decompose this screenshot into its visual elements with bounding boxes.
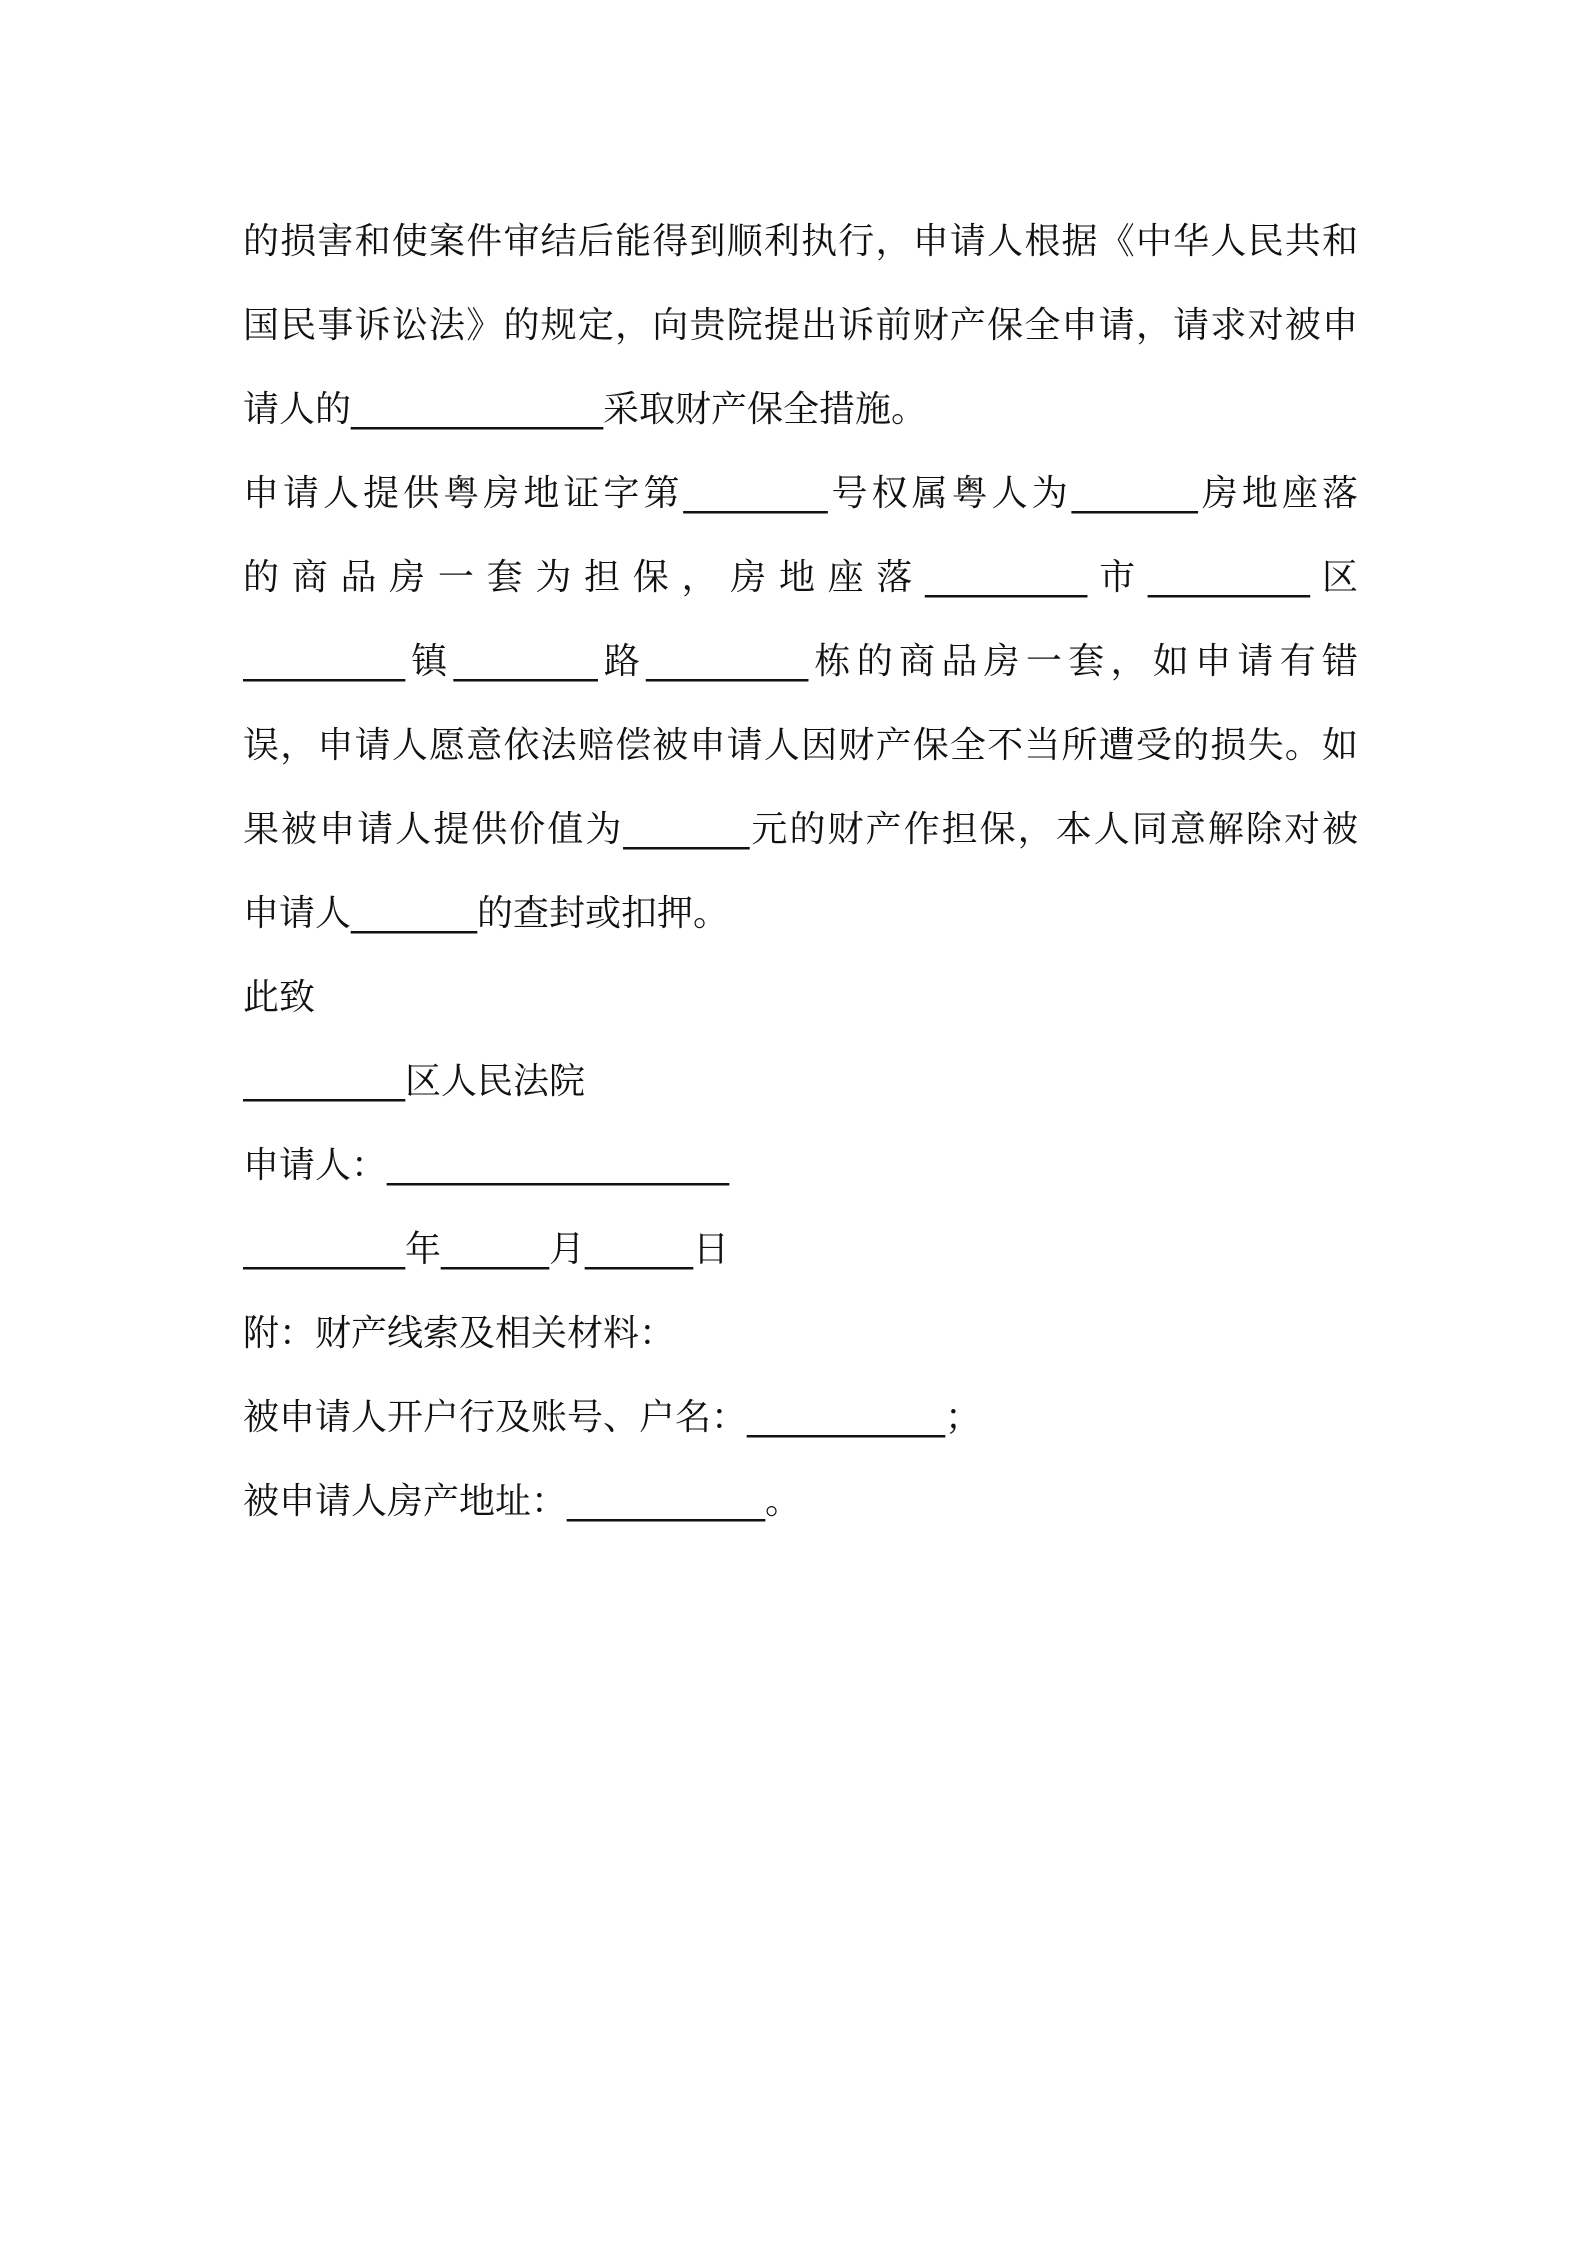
court-name: _________区人民法院 [243, 1061, 586, 1102]
paragraph-line-9: 申请人_______的查封或扣押。 [243, 893, 730, 934]
paragraph-line-5: 的 商 品 房 一 套 为 担 保 ， 房 地 座 落 _________ 市 _________ 区 [243, 557, 1358, 598]
document-body [243, 200, 1358, 1544]
paragraph-line-2: 国民事诉讼法》的规定，向贵院提出诉前财产保全申请，请求对被申 [243, 305, 1358, 346]
salutation: 此致 [243, 977, 316, 1018]
date-line: _________年______月______日 [243, 1229, 729, 1270]
paragraph-line-3: 请人的______________采取财产保全措施。 [243, 389, 928, 430]
paragraph-line-8: 果被申请人提供价值为_______元的财产作担保，本人同意解除对被 [243, 809, 1358, 850]
paragraph-line-1: 的损害和使案件审结后能得到顺利执行，申请人根据《中华人民共和 [243, 221, 1358, 262]
property-address-line: 被申请人房产地址：___________。 [243, 1481, 802, 1522]
bank-account-line: 被申请人开户行及账号、户名：___________； [243, 1397, 982, 1438]
attachment-heading: 附：财产线索及相关材料： [243, 1313, 676, 1354]
applicant-signature: 申请人：___________________ [243, 1145, 730, 1186]
paragraph-line-6: _________镇________路_________栋的商品房一套，如申请有错 [243, 641, 1358, 682]
paragraph-line-7: 误，申请人愿意依法赔偿被申请人因财产保全不当所遭受的损失。如 [243, 725, 1358, 766]
paragraph-line-4: 申请人提供粤房地证字第________号权属粤人为_______房地座落 [243, 473, 1358, 514]
